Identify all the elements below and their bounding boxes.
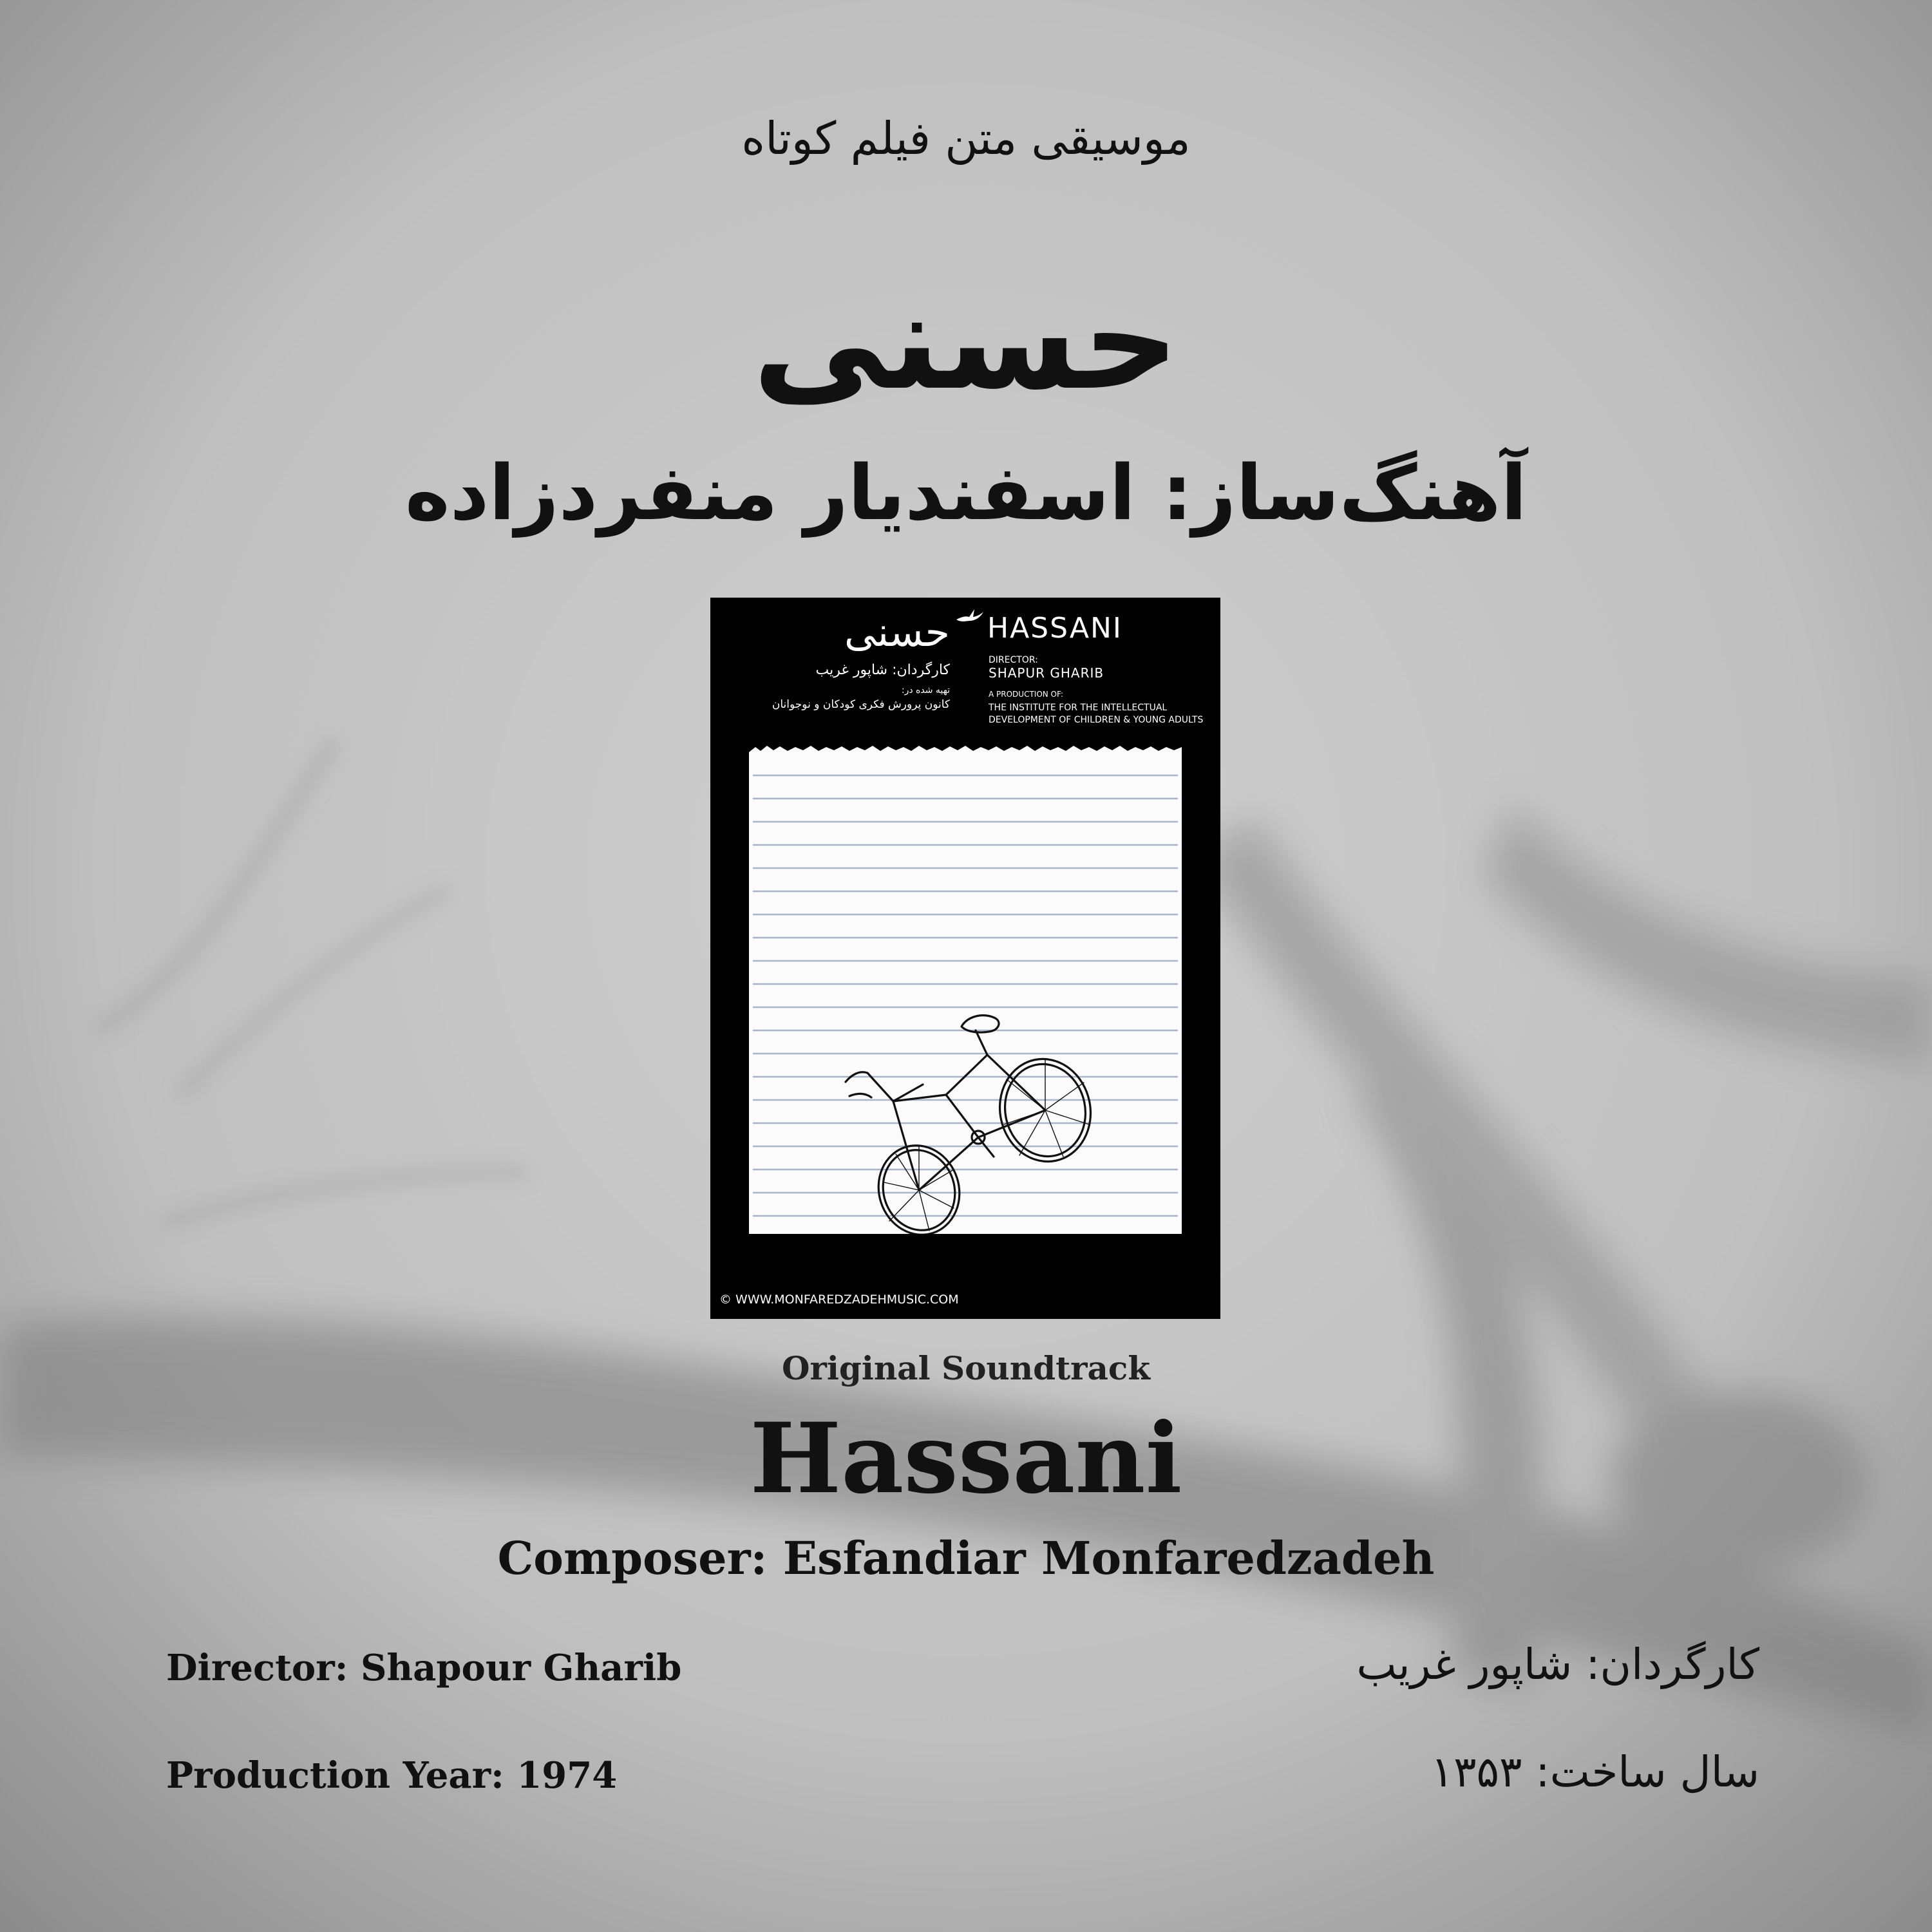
english-title: Hassani	[750, 1402, 1182, 1515]
poster-persian-producer: کانون پرورش فکری کودکان و نوجوانان	[772, 698, 950, 711]
poster-persian-title: حسنی	[844, 609, 950, 656]
poster-english-director-label: DIRECTOR:	[989, 655, 1038, 665]
poster-english-production-label: A PRODUCTION OF:	[989, 690, 1064, 699]
english-director: Director: Shapour Gharib	[166, 1647, 682, 1689]
poster-persian-director: کارگردان: شاپور غریب	[815, 662, 950, 678]
film-poster	[710, 598, 1220, 1319]
poster-english-title: HASSANI	[987, 612, 1122, 645]
english-composer: Composer: Esfandiar Monfaredzadeh	[497, 1531, 1435, 1585]
persian-composer: آهنگ‌ساز: اسفندیار منفردزاده	[405, 448, 1527, 537]
persian-subtitle: موسیقی متن فیلم کوتاه	[741, 112, 1191, 165]
poster-persian-producer-label: تهیه شده در:	[901, 685, 950, 696]
poster-english-production: THE INSTITUTE FOR THE INTELLECTUAL DEVELOPMENT OF CHILDREN & YOUNG ADULTS	[989, 703, 1204, 725]
poster-english-director: SHAPUR GHARIB	[989, 665, 1104, 681]
notebook-page	[749, 744, 1182, 1234]
poster-copyright: © WWW.MONFAREDZADEHMUSIC.COM	[719, 1293, 959, 1307]
english-production-year: Production Year: 1974	[166, 1754, 618, 1797]
bird-logo-icon	[955, 605, 985, 627]
persian-director: کارگردان: شاپور غریب	[1356, 1640, 1759, 1689]
english-subtitle: Original Soundtrack	[781, 1349, 1151, 1387]
persian-title: حسنی	[752, 262, 1180, 420]
persian-production-year: سال ساخت: ۱۳۵۳	[1430, 1747, 1759, 1797]
